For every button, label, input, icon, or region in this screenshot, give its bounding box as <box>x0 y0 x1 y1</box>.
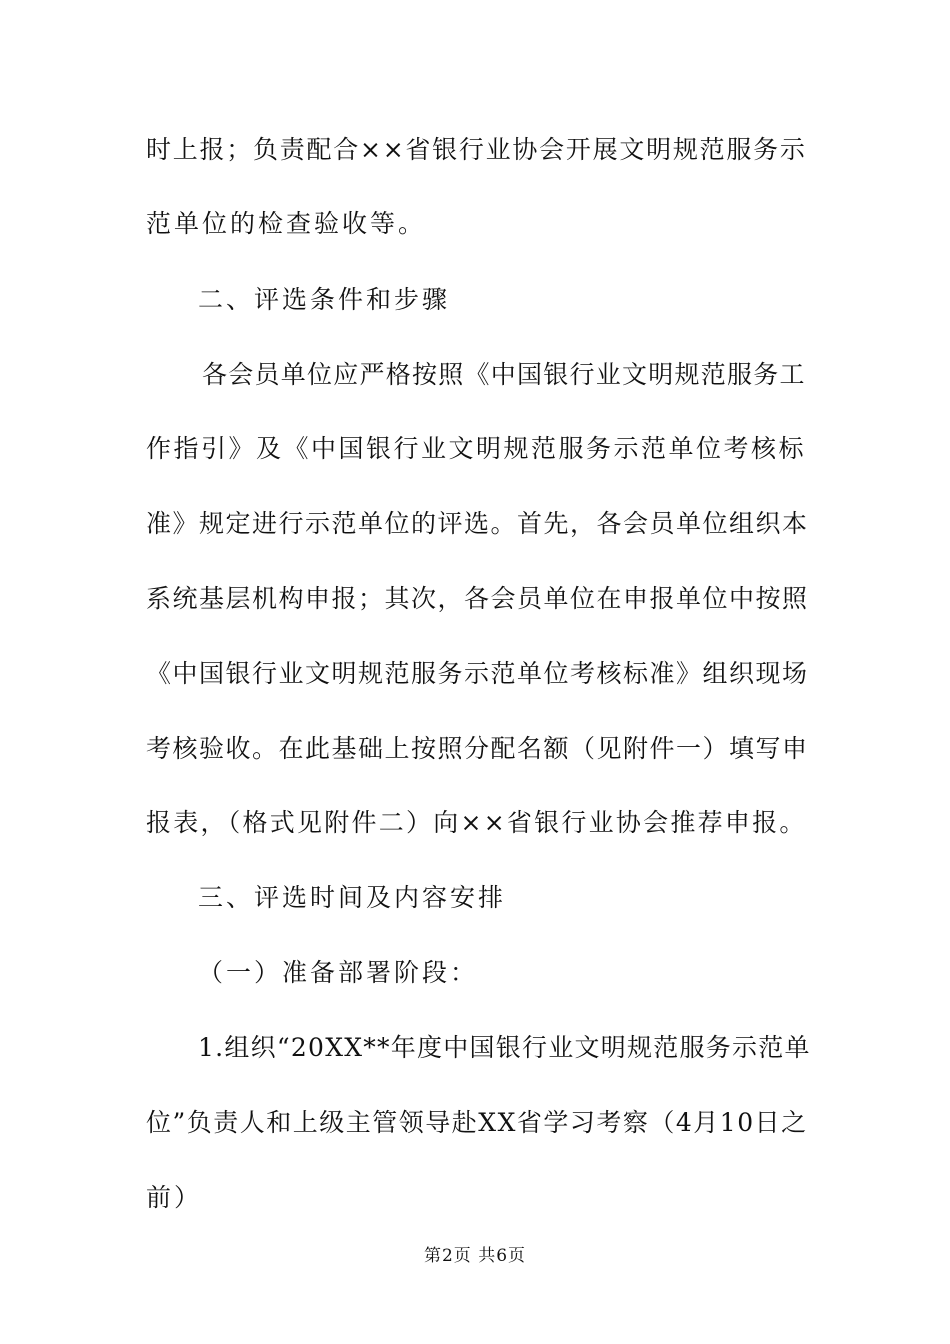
paragraph-line: 作指引》及《中国银行业文明规范服务示范单位考核标 <box>146 434 807 463</box>
section-heading: 二、评选条件和步骤 <box>198 285 451 314</box>
section-heading: 三、评选时间及内容安排 <box>198 883 507 912</box>
paragraph-line: 1.组织“20XX**年度中国银行业文明规范服务示范单 <box>198 1033 811 1062</box>
paragraph-line: 各会员单位应严格按照《中国银行业文明规范服务工 <box>202 360 806 389</box>
subsection-heading: （一）准备部署阶段： <box>198 958 479 987</box>
page-number-footer: 第2页 共6页 <box>423 1246 527 1266</box>
paragraph-line: 前） <box>146 1183 203 1212</box>
paragraph-line: 范单位的检查验收等。 <box>146 209 427 238</box>
paragraph-line: 考核验收。在此基础上按照分配名额（见附件一）填写申 <box>146 734 809 763</box>
paragraph-line: 时上报；负责配合××省银行业协会开展文明规范服务示 <box>146 135 807 164</box>
paragraph-line: 《中国银行业文明规范服务示范单位考核标准》组织现场 <box>146 659 809 688</box>
paragraph-line: 准》规定进行示范单位的评选。首先，各会员单位组织本 <box>146 509 809 538</box>
paragraph-line: 系统基层机构申报；其次，各会员单位在申报单位中按照 <box>146 584 809 613</box>
paragraph-line: 报表，（格式见附件二）向××省银行业协会推荐申报。 <box>146 808 807 837</box>
paragraph-line: 位”负责人和上级主管领导赴XX省学习考察（4月10日之 <box>146 1108 808 1137</box>
